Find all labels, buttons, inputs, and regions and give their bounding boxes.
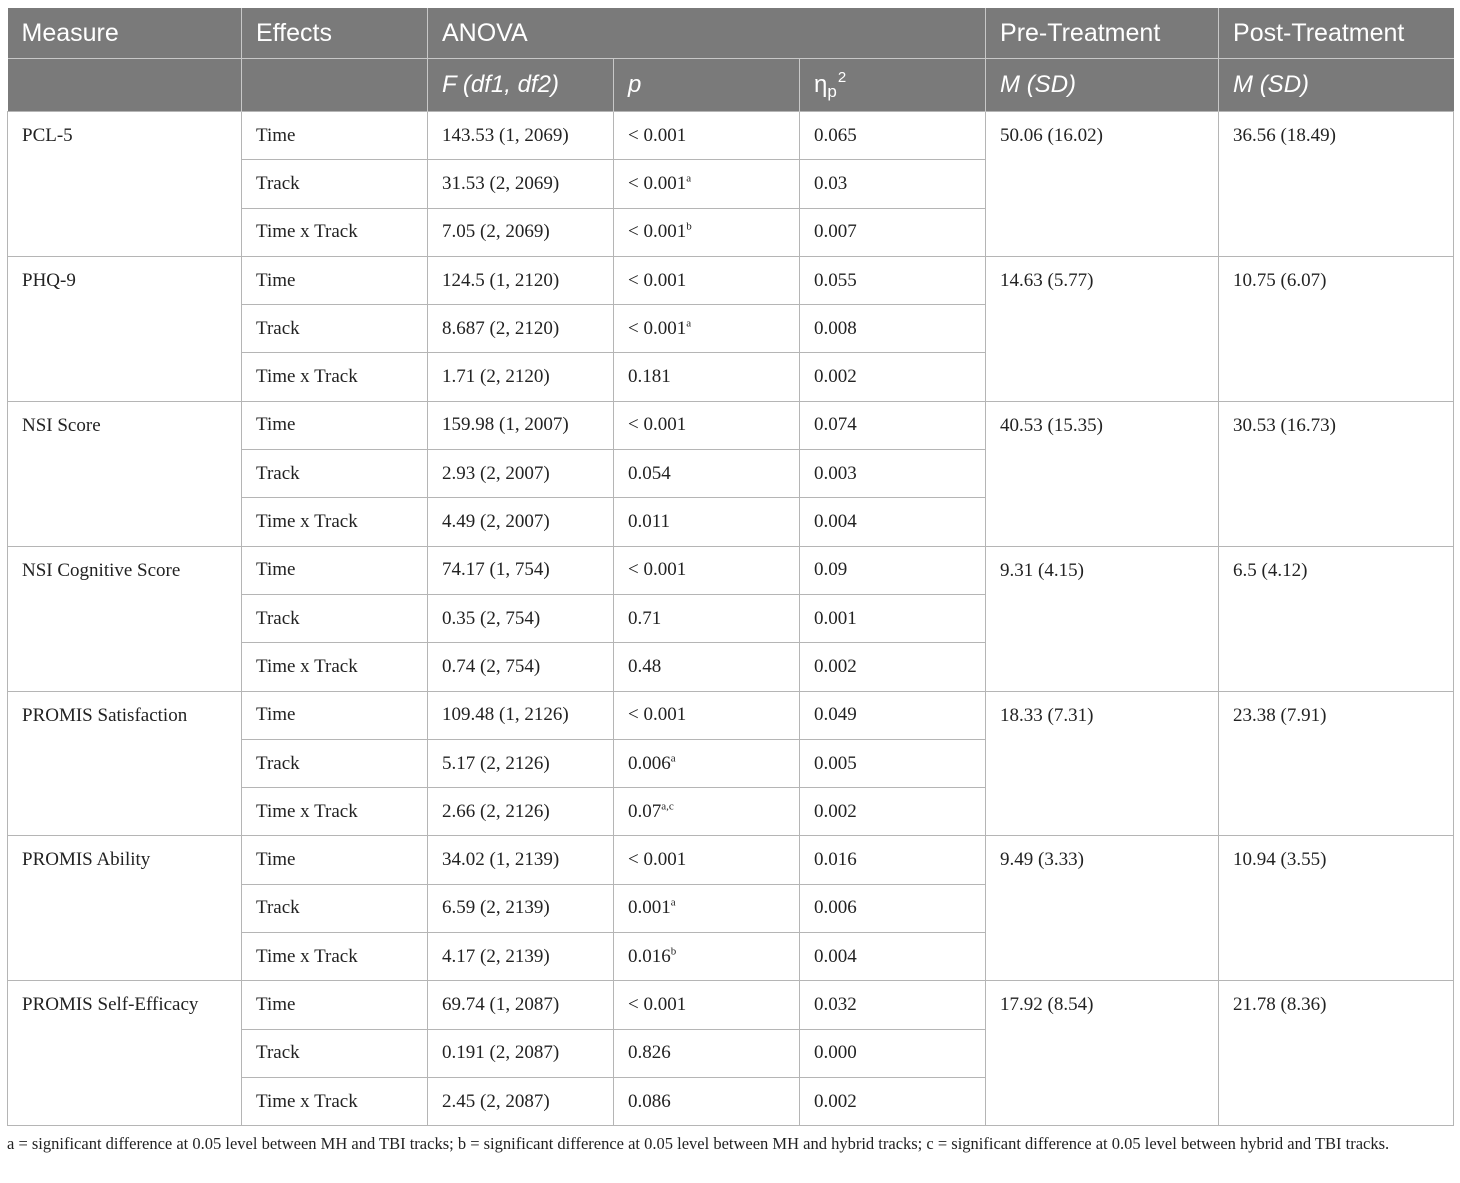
header-post-treatment: Post-Treatment bbox=[1219, 8, 1454, 59]
effect-cell: Time bbox=[242, 401, 428, 449]
p-value-cell bbox=[614, 401, 800, 449]
pre-treatment-cell: 9.31 (4.15) bbox=[986, 546, 1219, 691]
f-stat-cell: 143.53 (1, 2069) bbox=[428, 112, 614, 160]
p-value-text: < 0.001 bbox=[628, 849, 687, 871]
p-value-text: 0.71 bbox=[628, 607, 662, 629]
f-stat-cell: 8.687 (2, 2120) bbox=[428, 305, 614, 353]
p-value-text: 0.016 bbox=[628, 945, 671, 967]
f-stat-cell: 0.74 (2, 754) bbox=[428, 643, 614, 691]
eta-squared-cell: 0.002 bbox=[800, 788, 986, 836]
effect-cell: Time x Track bbox=[242, 788, 428, 836]
results-table-container bbox=[7, 8, 1453, 1126]
f-stat-cell: 4.49 (2, 2007) bbox=[428, 498, 614, 546]
measure-name-cell: PROMIS Satisfaction bbox=[8, 691, 242, 836]
f-stat-cell: 74.17 (1, 754) bbox=[428, 546, 614, 594]
p-value-footnote-marker: a bbox=[686, 172, 692, 185]
p-value-cell bbox=[614, 546, 800, 594]
anova-results-table bbox=[7, 8, 1454, 1126]
measure-name-cell: NSI Cognitive Score bbox=[8, 546, 242, 691]
effect-cell: Track bbox=[242, 305, 428, 353]
eta-squared-cell: 0.003 bbox=[800, 450, 986, 498]
header-pre-treatment: Pre-Treatment bbox=[986, 8, 1219, 59]
f-stat-cell: 2.45 (2, 2087) bbox=[428, 1077, 614, 1125]
effect-cell: Track bbox=[242, 1029, 428, 1077]
eta-squared-cell: 0.002 bbox=[800, 1077, 986, 1125]
eta-squared-cell: 0.001 bbox=[800, 594, 986, 642]
table-row bbox=[8, 256, 1454, 304]
eta-squared-cell: 0.055 bbox=[800, 256, 986, 304]
post-treatment-cell: 23.38 (7.91) bbox=[1219, 691, 1454, 836]
p-value-footnote-marker: b bbox=[670, 945, 677, 958]
table-body bbox=[8, 112, 1454, 1126]
p-value-cell bbox=[614, 1029, 800, 1077]
header-pre-msd: M (SD) bbox=[986, 59, 1219, 112]
effect-cell: Time x Track bbox=[242, 353, 428, 401]
header-blank-measure bbox=[8, 59, 242, 112]
table-row bbox=[8, 112, 1454, 160]
effect-cell: Time x Track bbox=[242, 933, 428, 981]
p-value-cell bbox=[614, 836, 800, 884]
effect-cell: Time x Track bbox=[242, 643, 428, 691]
p-value-text: 0.07 bbox=[628, 800, 662, 822]
p-value-text: 0.011 bbox=[628, 511, 671, 533]
pre-treatment-cell: 40.53 (15.35) bbox=[986, 401, 1219, 546]
measure-name-cell: PCL-5 bbox=[8, 112, 242, 257]
p-value-text: < 0.001 bbox=[628, 124, 687, 146]
f-stat-cell: 34.02 (1, 2139) bbox=[428, 836, 614, 884]
eta-squared-cell: 0.004 bbox=[800, 933, 986, 981]
p-value-cell bbox=[614, 305, 800, 353]
eta-squared-cell: 0.006 bbox=[800, 884, 986, 932]
measure-name-cell: NSI Score bbox=[8, 401, 242, 546]
eta-squared-cell: 0.005 bbox=[800, 739, 986, 787]
post-treatment-cell: 36.56 (18.49) bbox=[1219, 112, 1454, 257]
p-value-cell bbox=[614, 1077, 800, 1125]
p-value-cell bbox=[614, 788, 800, 836]
header-measure: Measure bbox=[8, 8, 242, 59]
eta-squared-cell: 0.000 bbox=[800, 1029, 986, 1077]
f-stat-cell: 69.74 (1, 2087) bbox=[428, 981, 614, 1029]
p-value-cell bbox=[614, 739, 800, 787]
eta-squared-cell: 0.016 bbox=[800, 836, 986, 884]
p-value-cell bbox=[614, 643, 800, 691]
p-value-footnote-marker: a bbox=[686, 317, 692, 330]
eta-squared-cell: 0.03 bbox=[800, 160, 986, 208]
f-stat-cell: 159.98 (1, 2007) bbox=[428, 401, 614, 449]
effect-cell: Track bbox=[242, 450, 428, 498]
effect-cell: Time bbox=[242, 112, 428, 160]
table-row bbox=[8, 401, 1454, 449]
eta-squared-cell: 0.09 bbox=[800, 546, 986, 594]
eta-squared-cell: 0.032 bbox=[800, 981, 986, 1029]
p-value-text: 0.826 bbox=[628, 1042, 671, 1064]
effect-cell: Track bbox=[242, 884, 428, 932]
p-value-text: < 0.001 bbox=[628, 559, 687, 581]
table-row bbox=[8, 836, 1454, 884]
effect-cell: Track bbox=[242, 739, 428, 787]
eta-squared-cell: 0.049 bbox=[800, 691, 986, 739]
measure-name-cell: PHQ-9 bbox=[8, 256, 242, 401]
post-treatment-cell: 21.78 (8.36) bbox=[1219, 981, 1454, 1126]
f-stat-cell: 6.59 (2, 2139) bbox=[428, 884, 614, 932]
eta-squared-cell: 0.004 bbox=[800, 498, 986, 546]
table-row bbox=[8, 981, 1454, 1029]
p-value-text: 0.086 bbox=[628, 1090, 671, 1112]
header-post-msd: M (SD) bbox=[1219, 59, 1454, 112]
f-stat-cell: 124.5 (1, 2120) bbox=[428, 256, 614, 304]
p-value-footnote-marker: a bbox=[670, 897, 676, 910]
p-value-text: < 0.001 bbox=[628, 993, 687, 1015]
effect-cell: Track bbox=[242, 594, 428, 642]
p-value-text: 0.181 bbox=[628, 366, 671, 388]
p-value-footnote-marker: a bbox=[670, 752, 676, 765]
p-value-cell bbox=[614, 112, 800, 160]
f-stat-cell: 0.191 (2, 2087) bbox=[428, 1029, 614, 1077]
p-value-footnote-marker: b bbox=[686, 220, 692, 233]
measure-name-cell: PROMIS Ability bbox=[8, 836, 242, 981]
table-row bbox=[8, 546, 1454, 594]
header-effects: Effects bbox=[242, 8, 428, 59]
eta-squared-cell: 0.008 bbox=[800, 305, 986, 353]
p-value-cell bbox=[614, 884, 800, 932]
f-stat-cell: 7.05 (2, 2069) bbox=[428, 208, 614, 256]
effect-cell: Time bbox=[242, 256, 428, 304]
header-row-2 bbox=[8, 59, 1454, 112]
p-value-cell bbox=[614, 256, 800, 304]
f-stat-cell: 31.53 (2, 2069) bbox=[428, 160, 614, 208]
pre-treatment-cell: 50.06 (16.02) bbox=[986, 112, 1219, 257]
p-value-footnote-marker: a,c bbox=[661, 800, 674, 813]
pre-treatment-cell: 14.63 (5.77) bbox=[986, 256, 1219, 401]
p-value-cell bbox=[614, 160, 800, 208]
f-stat-cell: 2.66 (2, 2126) bbox=[428, 788, 614, 836]
f-stat-cell: 4.17 (2, 2139) bbox=[428, 933, 614, 981]
p-value-cell bbox=[614, 208, 800, 256]
post-treatment-cell: 10.75 (6.07) bbox=[1219, 256, 1454, 401]
header-blank-effects bbox=[242, 59, 428, 112]
effect-cell: Track bbox=[242, 160, 428, 208]
effect-cell: Time x Track bbox=[242, 208, 428, 256]
f-stat-cell: 109.48 (1, 2126) bbox=[428, 691, 614, 739]
effect-cell: Time bbox=[242, 836, 428, 884]
p-value-text: < 0.001 bbox=[628, 221, 687, 243]
pre-treatment-cell: 18.33 (7.31) bbox=[986, 691, 1219, 836]
p-value-text: 0.001 bbox=[628, 897, 671, 919]
effect-cell: Time bbox=[242, 691, 428, 739]
effect-cell: Time bbox=[242, 546, 428, 594]
eta-squared-cell: 0.074 bbox=[800, 401, 986, 449]
p-value-cell bbox=[614, 933, 800, 981]
f-stat-cell: 1.71 (2, 2120) bbox=[428, 353, 614, 401]
p-value-cell bbox=[614, 691, 800, 739]
header-eta-squared bbox=[800, 59, 986, 112]
p-value-text: 0.48 bbox=[628, 655, 662, 677]
header-p-value: p bbox=[614, 59, 800, 112]
p-value-text: < 0.001 bbox=[628, 269, 687, 291]
p-value-cell bbox=[614, 353, 800, 401]
pre-treatment-cell: 9.49 (3.33) bbox=[986, 836, 1219, 981]
p-value-text: < 0.001 bbox=[628, 172, 687, 194]
eta-squared-cell: 0.007 bbox=[800, 208, 986, 256]
p-value-cell bbox=[614, 498, 800, 546]
eta-subscript: p bbox=[827, 82, 837, 101]
table-footnote: a = significant difference at 0.05 level between MH and TBI tracks; b = significant difference at 0.05 level between MH and hybrid tracks; c = significant difference at 0.05 level between hybrid and TBI tracks. bbox=[7, 1134, 1390, 1153]
pre-treatment-cell: 17.92 (8.54) bbox=[986, 981, 1219, 1126]
p-value-text: 0.054 bbox=[628, 462, 671, 484]
p-value-text: 0.006 bbox=[628, 752, 671, 774]
eta-squared-cell: 0.002 bbox=[800, 353, 986, 401]
header-anova: ANOVA bbox=[428, 8, 986, 59]
eta-superscript: 2 bbox=[837, 69, 847, 86]
effect-cell: Time bbox=[242, 981, 428, 1029]
p-value-text: < 0.001 bbox=[628, 704, 687, 726]
p-value-cell bbox=[614, 594, 800, 642]
effect-cell: Time x Track bbox=[242, 498, 428, 546]
post-treatment-cell: 10.94 (3.55) bbox=[1219, 836, 1454, 981]
p-value-cell bbox=[614, 981, 800, 1029]
post-treatment-cell: 30.53 (16.73) bbox=[1219, 401, 1454, 546]
eta-squared-cell: 0.065 bbox=[800, 112, 986, 160]
table-header bbox=[8, 8, 1454, 112]
p-value-text: < 0.001 bbox=[628, 317, 687, 339]
p-value-cell bbox=[614, 450, 800, 498]
eta-symbol: η bbox=[814, 71, 828, 98]
p-value-text: < 0.001 bbox=[628, 414, 687, 436]
effect-cell: Time x Track bbox=[242, 1077, 428, 1125]
f-stat-cell: 5.17 (2, 2126) bbox=[428, 739, 614, 787]
eta-squared-cell: 0.002 bbox=[800, 643, 986, 691]
f-stat-cell: 0.35 (2, 754) bbox=[428, 594, 614, 642]
header-f-stat: F (df1, df2) bbox=[428, 59, 614, 112]
measure-name-cell: PROMIS Self-Efficacy bbox=[8, 981, 242, 1126]
table-row bbox=[8, 691, 1454, 739]
header-row-1 bbox=[8, 8, 1454, 59]
post-treatment-cell: 6.5 (4.12) bbox=[1219, 546, 1454, 691]
f-stat-cell: 2.93 (2, 2007) bbox=[428, 450, 614, 498]
